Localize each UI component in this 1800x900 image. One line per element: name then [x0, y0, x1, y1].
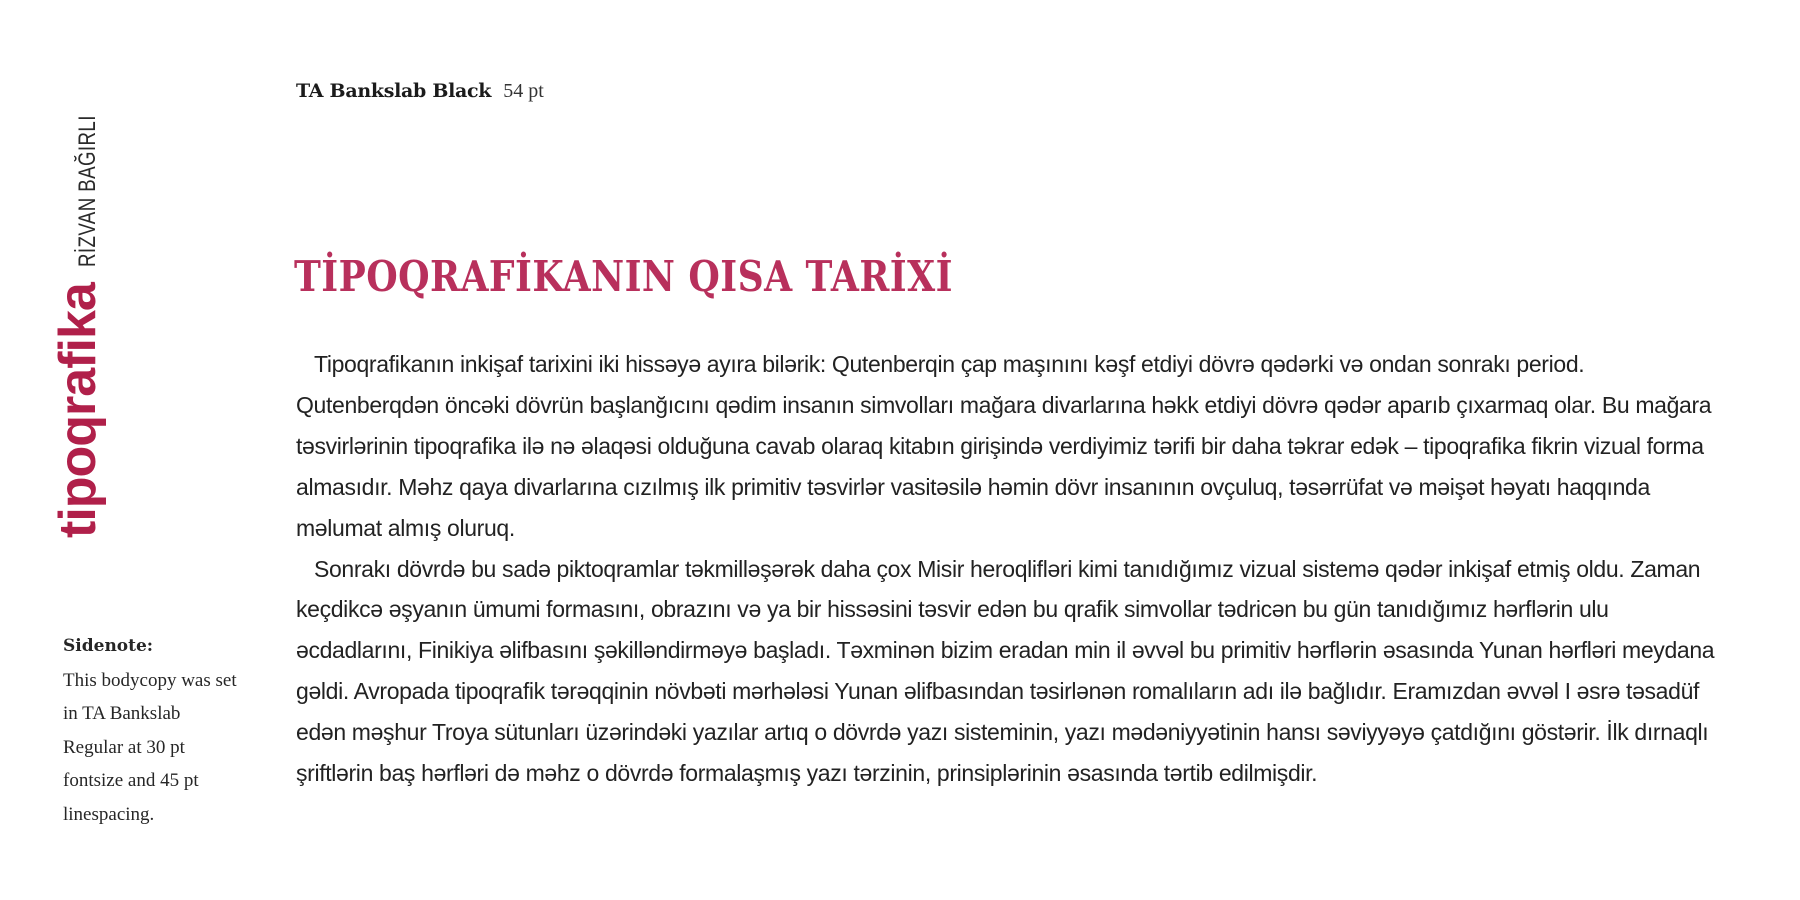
- sidenote-text: This bodycopy was set in TA Bankslab Regular at 30 pt fontsize and 45 pt linespacing.: [63, 669, 237, 825]
- article-body: [296, 344, 1726, 794]
- font-name: TA Bankslab Black: [296, 80, 492, 102]
- article-title: TİPOQRAFİKANIN QISA TARİXİ: [294, 252, 953, 301]
- sidenote: [63, 630, 243, 831]
- paragraph: Tipoqrafikanın inkişaf tarixini iki hissəyə ayıra bilərik: Qutenberqin çap maşınını kəşf etdiyi dövrə qədərki və ondan sonrakı period. Qutenberqdən öncəki dövrün başlanğıcını qədim insanın simvolları mağara divarlarına həkk etdiyi dövrə qədər aparıb çıxarmaq olar. Bu mağara təsvirlərinin tipoqrafika ilə nə əlaqəsi olduğuna cavab olaraq kitabın girişində verdiyimiz tərifi bir daha təkrar edək – tipoqrafika fikrin vizual forma almasıdır. Məhz qaya divarlarına cızılmış ilk primitiv təsvirlər vasitəsilə həmin dövr insanının ovçuluq, təsərrüfat və məişət həyatı haqqında məlumat almış oluruq.: [296, 351, 1712, 541]
- font-specimen-label: [296, 80, 544, 103]
- brand-logotype: tipoqrafika: [49, 283, 107, 538]
- vertical-brand: [48, 73, 108, 538]
- sidenote-title: Sidenote:: [63, 636, 154, 656]
- paragraph: Sonrakı dövrdə bu sadə piktoqramlar təkmilləşərək daha çox Misir heroqlifləri kimi tanıdığımız vizual sistemə qədər inkişaf etmiş oldu. Zaman keçdikcə əşyanın ümumi formasını, obrazını və ya bir hissəsini təsvir edən bu qrafik simvollar tədricən bu gün tanıdığımız hərflərin ulu əcdadlarını, Finikiya əlifbasını şəkillənd​irməyə başladı. Təxminən bizim eradan min il əvvəl bu primitiv hərflərin əsasında Yunan hərfləri meydana gəldi. Avropada tipoqrafik tərəqqinin növbəti mərhələsi Yunan əlifbasından təsirlənən romalıların adı ilə bağlıdır. Eramızdan əvvəl I əsrə təsadüf edən məşhur Troya sütunları üzərindəki yazılar artıq o dövrdə yazı sisteminin, yazı mədəniyyətinin hansı səviyyəyə çatdığını göstərir. İlk dırnaqlı şriftlərin baş hərfləri də məhz o dövrdə formalaşmış yazı tərzinin, prinsiplərinin əsasında tərtib edilmişdir.: [296, 555, 1715, 787]
- author-name: RİZVAN BAĞIRLI: [74, 115, 101, 268]
- font-size: 54 pt: [503, 80, 544, 102]
